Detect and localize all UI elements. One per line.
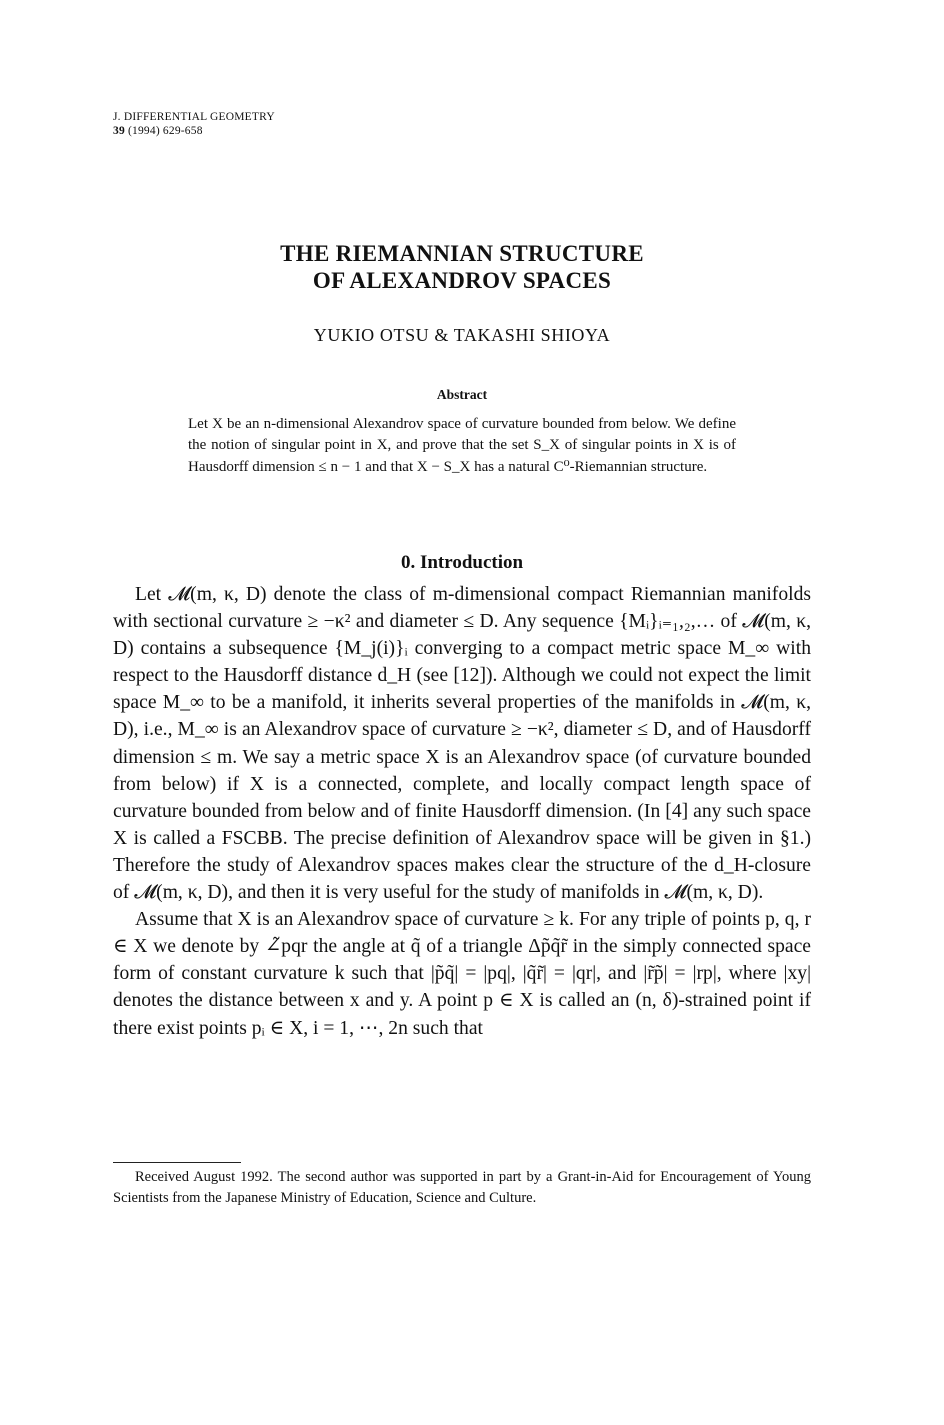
journal-header [113,110,275,138]
section-body [113,581,811,1042]
journal-name: J. DIFFERENTIAL GEOMETRY [113,111,275,123]
paper-title [0,240,924,294]
abstract-text: Let X be an n-dimensional Alexandrov space of curvature bounded from below. We define the notion of singular point in X, and prove that the set S_X of singular points in X is of Hausdorff dimension ≤ n − 1 and that X − S_X has a natural C⁰-Riemannian structure. [188,416,736,475]
journal-volume: 39 [113,125,125,137]
paragraph-2: Assume that X is an Alexandrov space of curvature ≥ k. For any triple of points p, q, r ∈ X we denote by ∠̃pqr the angle at q̃ of a triangle Δp̃q̃r̃ in the simply connected space form of constant curvature k such that |p̃q̃| = |pq|, |q̃r̃| = |qr|, and |r̃p̃| = |rp|, where |xy| denotes the distance between x and y. A point p ∈ X is called an (n, δ)-strained point if there exist points pᵢ ∈ X, i = 1, ⋯, 2n such that [113,909,811,1039]
footnote: Received August 1992. The second author was supported in part by a Grant-in-Aid for Encouragement of Young Scientists from the Japanese Ministry of Education, Science and Culture. [113,1169,811,1206]
footnote-rule [113,1162,241,1163]
authors: YUKIO OTSU & TAKASHI SHIOYA [313,325,611,345]
title-line-1: THE RIEMANNIAN STRUCTURE [280,241,644,266]
journal-volume-line [113,124,275,138]
section-heading: 0. Introduction [400,552,524,573]
title-line-2: OF ALEXANDROV SPACES [312,268,612,293]
paragraph-1: Let 𝓜(m, κ, D) denote the class of m-dimensional compact Riemannian manifolds with sectional curvature ≥ −κ² and diameter ≤ D. Any sequence {Mᵢ}ᵢ₌₁,₂,… of 𝓜(m, κ, D) contains a subsequence {M_j(i)}ᵢ converging to a compact metric space M_∞ with respect to the Hausdorff distance d_H (see [12]). Although we could not expect the limit space M_∞ to be a manifold, it inherits several properties of the manifolds in 𝓜(m, κ, D), i.e., M_∞ is an Alexandrov space of curvature ≥ −κ², diameter ≤ D, and of Hausdorff dimension ≤ m. We say a metric space X is an Alexandrov space (of curvature bounded from below) if X is a connected, complete, and locally compact length space of curvature bounded from below and of finite Hausdorff dimension. (In [4] any such space X is called a FSCBB. The precise definition of Alexandrov space will be given in §1.) Therefore the study of Alexandrov spaces makes clear the structure of the d_H-closure of 𝓜(m, κ, D), and then it is very useful for the study of manifolds in 𝓜(m, κ, D). [113,584,811,904]
abstract-heading: Abstract [436,387,488,402]
journal-year-pages: (1994) 629-658 [127,125,203,137]
